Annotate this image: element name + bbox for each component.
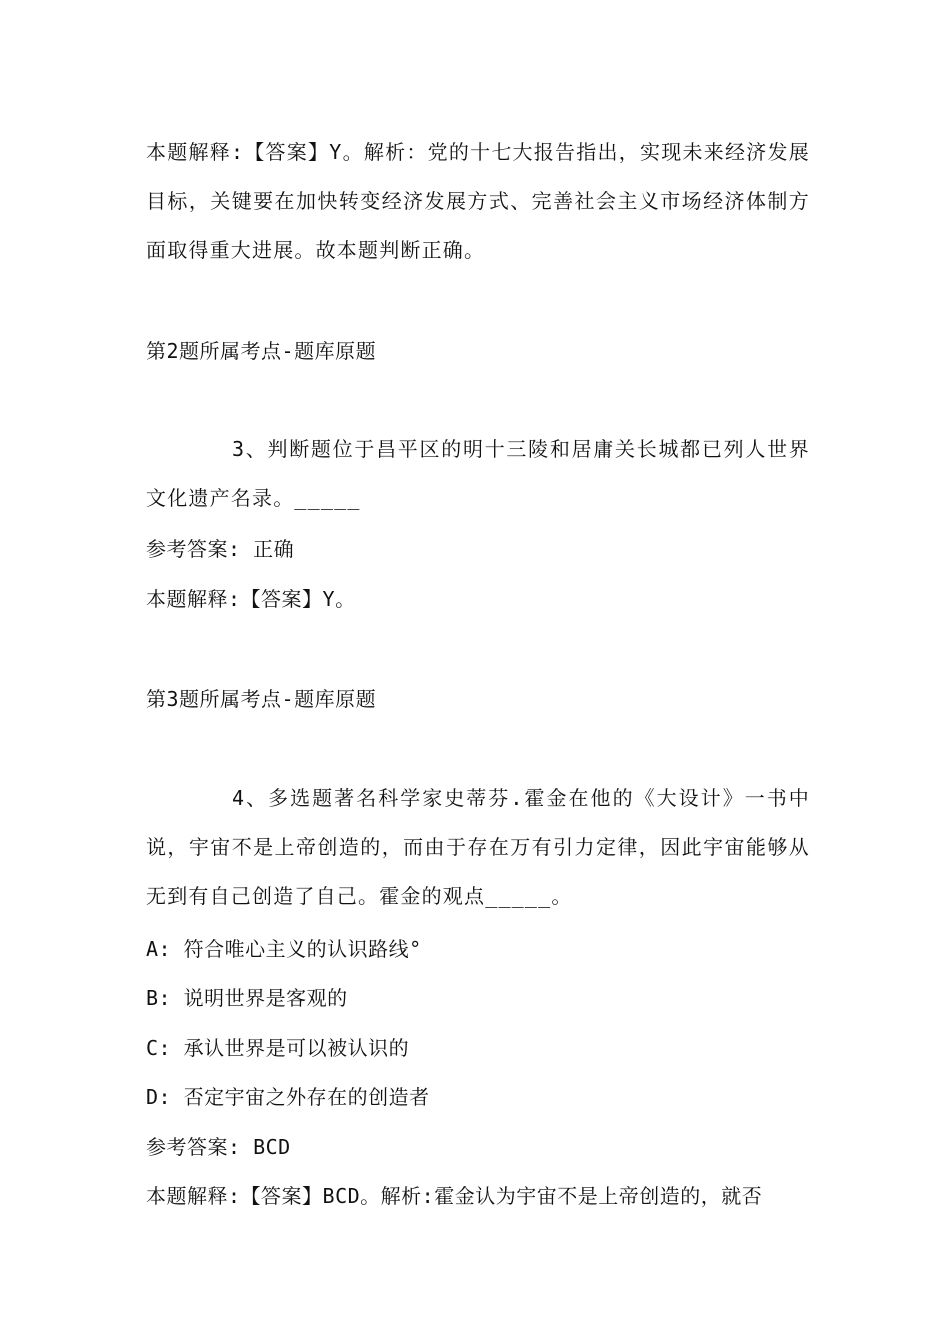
q4-answer: 参考答案: BCD (146, 1135, 291, 1159)
q3-explanation: 本题解释:【答案】Y。 (146, 587, 356, 611)
q2-explanation: 本题解释:【答案】Y。解析：党的十七大报告指出，实现未来经济发展目标，关键要在加快转变经济发展方式、完善社会主义市场经济体制方面取得重大进展。故本题判断正确。 (146, 140, 810, 262)
q3-source: 第3题所属考点-题库原题 (146, 687, 377, 711)
q4-option-c: C: 承认世界是可以被认识的 (146, 1036, 410, 1060)
q4-question: 4、多选题著名科学家史蒂芬.霍金在他的《大设计》一书中说，宇宙不是上帝创造的，而由于存在万有引力定律，因此宇宙能够从无到有自己创造了自己。霍金的观点_____。 (146, 786, 810, 908)
q4-option-a: A: 符合唯心主义的认识路线° (146, 937, 422, 961)
q4-option-d: D: 否定宇宙之外存在的创造者 (146, 1085, 430, 1109)
q4-option-b: B: 说明世界是客观的 (146, 986, 348, 1010)
q4-explanation: 本题解释:【答案】BCD。解析:霍金认为宇宙不是上帝创造的，就否 (146, 1184, 763, 1208)
q3-question: 3、判断题位于昌平区的明十三陵和居庸关长城都已列人世界文化遗产名录。_____ (146, 437, 810, 510)
q2-source: 第2题所属考点-题库原题 (146, 339, 377, 363)
q3-answer: 参考答案: 正确 (146, 537, 295, 561)
